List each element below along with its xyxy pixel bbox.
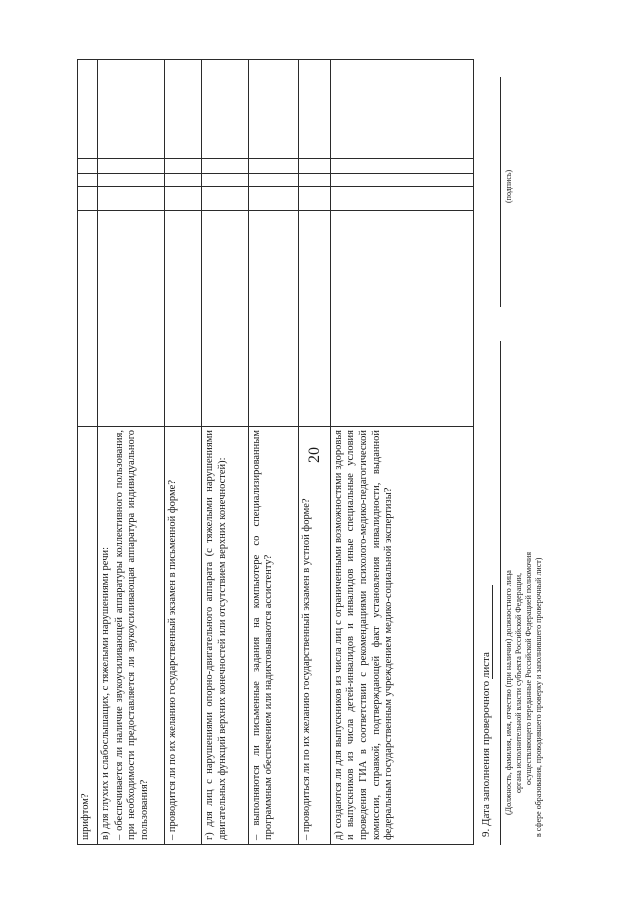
official-caption-line-2: органа исполнительной власти субъекта Российской Федерации, — [514, 572, 523, 793]
signature-block — [478, 60, 560, 845]
remark-cell[interactable] — [299, 60, 331, 159]
table-row — [165, 60, 202, 845]
remark-cell[interactable] — [202, 60, 248, 159]
question-text: – проводиться ли по их желанию государственный экзамен в устной форме? — [301, 498, 313, 840]
answer-cell-no[interactable] — [165, 174, 202, 187]
answer-cell-na[interactable] — [78, 159, 98, 174]
remark-cell[interactable] — [248, 60, 299, 159]
table-row — [248, 60, 299, 845]
answer-cell-na[interactable] — [98, 159, 165, 174]
blank-cell-wide[interactable] — [202, 211, 248, 427]
remark-cell[interactable] — [98, 60, 165, 159]
fill-date-label: 9. Дата заполнения проверочного листа — [480, 652, 492, 837]
remark-cell[interactable] — [78, 60, 98, 159]
official-caption-line-4: в сфере образования, проводившего проверку и заполнившего проверочный лист) — [534, 557, 543, 837]
answer-cell-na[interactable] — [299, 159, 331, 174]
answer-cell-yes[interactable] — [98, 187, 165, 211]
signature-line — [500, 77, 501, 307]
table-row — [202, 60, 248, 845]
question-text: – выполняются ли письменные задания на компьютере со специализированным программным обеспечением или надиктовываются ассистенту? — [250, 430, 275, 840]
remark-cell[interactable] — [330, 60, 473, 159]
question-cell — [98, 427, 165, 845]
fill-date-line — [492, 585, 493, 679]
table-row — [330, 60, 473, 845]
answer-cell-yes[interactable] — [202, 187, 248, 211]
table-row — [78, 60, 98, 845]
answer-cell-na[interactable] — [330, 159, 473, 174]
question-cell — [78, 427, 98, 845]
answer-cell-na[interactable] — [202, 159, 248, 174]
question-text: шрифтом? — [80, 793, 91, 840]
answer-cell-yes[interactable] — [248, 187, 299, 211]
answer-cell-no[interactable] — [330, 174, 473, 187]
official-caption-line-1: (Должность, фамилия, имя, отчество (при наличии) должностного лица — [504, 570, 513, 815]
answer-cell-no[interactable] — [299, 174, 331, 187]
answer-cell-yes[interactable] — [330, 187, 473, 211]
official-signature-line — [500, 341, 501, 845]
answer-cell-yes[interactable] — [299, 187, 331, 211]
answer-cell-no[interactable] — [78, 174, 98, 187]
table-row — [98, 60, 165, 845]
answer-cell-yes[interactable] — [78, 187, 98, 211]
question-text: – проводится ли по их желанию государственный экзамен в письменной форме? — [167, 480, 179, 840]
blank-cell-wide[interactable] — [78, 211, 98, 427]
question-cell — [330, 427, 473, 845]
answer-cell-no[interactable] — [98, 174, 165, 187]
blank-cell-wide[interactable] — [330, 211, 473, 427]
blank-cell-wide[interactable] — [299, 211, 331, 427]
official-caption-line-3: осуществляющего переданные Российской Федерацией полномочия — [524, 552, 533, 785]
page-number: 20 — [306, 447, 323, 463]
blank-cell-wide[interactable] — [98, 211, 165, 427]
question-text: д) создаются ли для выпускников из числа лиц с ограниченными возможностями здоровья и выпускников из числа детей-инвалидов и инвалидов иные специальные условия проведения ГИА в соответствии с рекомендациями психолого-медико-педагогической комиссии, справкой, подтверждающей факт установления инвалидности, выданной федеральным государственным учреждением медико-социальной экспертизы? — [332, 430, 395, 840]
question-text: г) для лиц с нарушениями опорно-двигательного аппарата (с тяжелыми нарушениями двигательных функций верхних конечностей или отсутствием верхних конечностей): — [204, 430, 228, 840]
answer-cell-na[interactable] — [165, 159, 202, 174]
signature-caption: (подпись) — [504, 169, 513, 203]
question-text: в) для глухих и слабослышащих, с тяжелыми нарушениями речи: — [100, 546, 111, 840]
blank-cell-wide[interactable] — [248, 211, 299, 427]
question-cell — [299, 427, 331, 845]
answer-cell-no[interactable] — [202, 174, 248, 187]
answer-cell-no[interactable] — [248, 174, 299, 187]
remark-cell[interactable] — [165, 60, 202, 159]
question-cell — [165, 427, 202, 845]
blank-cell-wide[interactable] — [165, 211, 202, 427]
checklist-table — [77, 59, 474, 845]
answer-cell-na[interactable] — [248, 159, 299, 174]
question-cell — [248, 427, 299, 845]
question-cell — [202, 427, 248, 845]
table-row — [299, 60, 331, 845]
answer-cell-yes[interactable] — [165, 187, 202, 211]
question-text: – обеспечивается ли наличие звукоусиливающей аппаратуры коллективного пользования, при необходимости предоставляется ли звукоусиливающая аппаратура индивидуального пользования? — [113, 430, 150, 840]
